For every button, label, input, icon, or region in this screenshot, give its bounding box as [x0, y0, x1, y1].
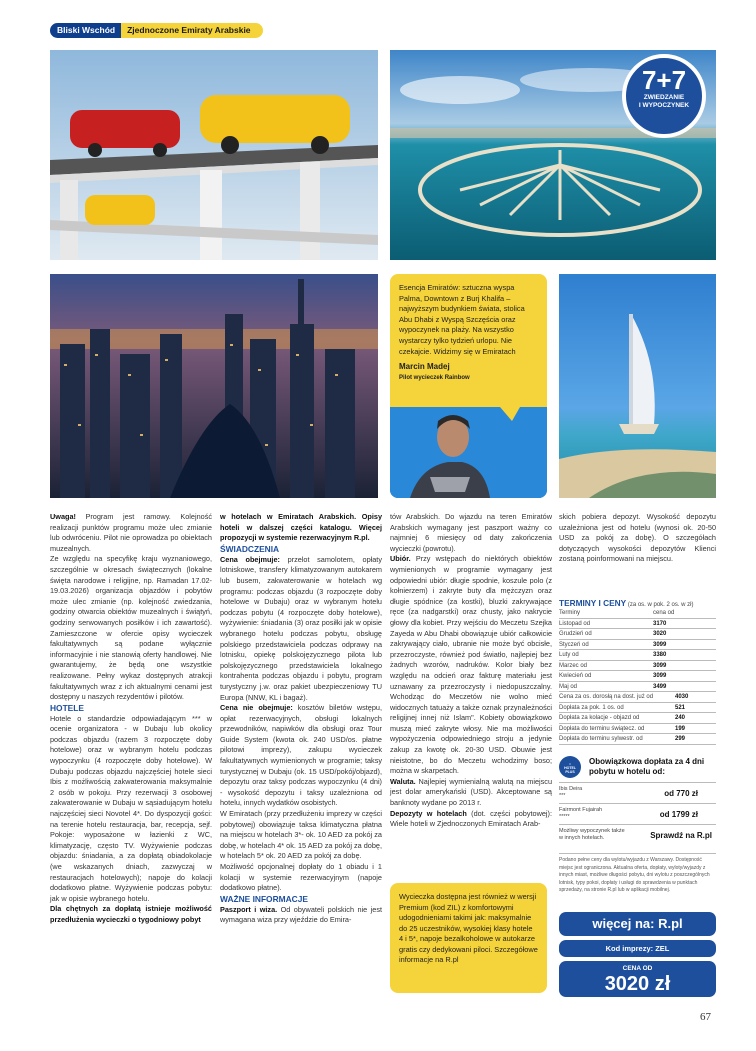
hotel-stars: *****	[559, 814, 570, 820]
price-from-button[interactable]	[559, 961, 716, 997]
breadcrumb-region[interactable]: Bliski Wschód	[50, 23, 121, 38]
depozyty-label: Depozyty w hotelach	[390, 808, 467, 818]
surcharge-label: Cena za os. dorosłą na dost. już od	[559, 694, 654, 700]
surcharge-row	[559, 713, 716, 724]
hotele-heading: HOTELE	[50, 702, 84, 713]
price-value: 3099	[653, 673, 667, 679]
ubior-text: Przy wstępach do niektórych obiektów wymienionych w programie wymagany jest odpowiedni ubiór: długie spodnie, koszule polo (z kołnierzem) i zakryte buty dla mężczyzn oraz długie spódnice (za kostki), bluzki zakrywające ręce (za nadgarstki) oraz chusty, jako nakrycie głowy dla kobiet. Przy wejściu do Meczetu Szejka Zayeda w Abu Dhabi obowiązuje ubiór całkowicie zakrywający ciało, ubranie nie może być obcisłe, przezroczyste, również pod światło, najlepiej bez żadnych wzorów, nadruków. Kolor biały bez względu na odcień oraz fakturę materiału jest uznawany za przezroczysty i niedopuszczalny. Wchodząc do Meczetów nie wolno mieć widocznych tatuaży a także oznak przynależności religijnej innej niż Islam". Kobiety obowiązkowo muszą mieć zakryte włosy. Nie ma możliwości wypożyczenia odpowiedniego stroju a jedynie zakup za kwotę ok. 20-30 USD. Obuwie jest nieistotne, bo do Meczetu wchodzimy boso; można w skarpetach.	[390, 554, 552, 776]
specifics-paragraph: Ze względu na specyfikę kraju wyznaniowego, szczególnie w okresach świątecznych (lokalne święta narodowe i religijne, np. Ramadan 17.02-19.03.2026) organizacja objazdów i pobytów może ulec zmianie (np. kolejność zwiedzania, godziny otwarcia obiektów muzealnych i świątyń, godziny serwowanych posiłków i ich zawartość). Zamieszczone w ofercie opisy wycieczek fakultatywnych są podane wyłącznie informacyjnie i nie stanowią oferty handlowej. Nie gwarantujemy, że będą one wszystkie realizowane. Pełny wykaz dostępnych atrakcji fakultatywnych wraz z ich aktualnymi cenami jest dostępny u naszych rezydentów i pilotów.	[50, 554, 212, 702]
prices-col-term: Terminy	[559, 610, 581, 616]
hotel-other-row	[559, 824, 716, 845]
price-row	[559, 650, 716, 661]
price-value: 3020	[653, 631, 667, 637]
hotele-paragraph: Hotele o standardzie odpowiadającym *** w ocenie organizatora - w Dubaju lub okolicy podczas objazdu (razem 3 rozpoczęte doby hotelowe) oraz w wybranym hotelu podczas wypoczynku (4 rozpoczęte doby hotelowe). W Dubaju podczas objazdu najczęściej hotele sieci Ibis z możliwością zakwaterowania maksymalnie 2 osób w pokoju. Przy rezerwacji 3 osobowej zakwaterowanie w Dubaju w sąsiadującym hotelu najczęściej sieci Novotel 4*. Do dyspozycji gości: na terenie hotelu restauracja, bar, recepcja, sejf. Pokoje: wyposażone w łazienki z WC, klimatyzację, często TV. Wyżywienie podczas objazdu: śniadania, a za dopłatą obiadokolacje (we wskazanych dniach, zazwyczaj w restauracjach hotelowych); napoje do kolacji dodatkowo płatne. Wyżywienie podczas pobytu: jak w opisie wybranego hotelu.	[50, 713, 212, 903]
paszport-continuation: tów Arabskich. Do wjazdu na teren Emiratów Arabskich wymagany jest paszport ważny co najmniej 6 miesięcy od daty zakończenia wycieczki (powrotu).	[390, 512, 552, 553]
price-row	[559, 671, 716, 682]
photo-burj-al-arab	[559, 274, 716, 498]
prices-heading	[559, 598, 716, 608]
page-number: 67	[700, 1011, 711, 1023]
price-term: Maj od	[559, 683, 578, 690]
text-column-2	[220, 512, 382, 926]
surcharge-row	[559, 692, 716, 703]
photo-dubai-marina	[50, 274, 378, 498]
hotel-plus-title: Obowiązkowa dopłata za 4 dni pobytu w hotelu od:	[589, 757, 705, 776]
prices-title: TERMINY I CENY	[559, 598, 627, 608]
surcharge-row	[559, 734, 716, 745]
more-info-button[interactable]: więcej na: R.pl	[559, 912, 716, 936]
price-value: 3380	[653, 652, 667, 658]
quote-text: Esencja Emiratów: sztuczna wyspa Palma, Downtown z Burj Khalifa – najwyższym budynkiem świata, stolica Abu Dhabi z Wyspą Szczęścia oraz wypoczynek na plaży. Na wszystko wystarczy tylko tydzień urlopu. Nie czekajcie. Widzimy się w Emiratach	[399, 283, 525, 356]
surcharge-row	[559, 703, 716, 714]
hotel-name: Fairmont Fujairah	[559, 807, 603, 813]
hotel-row[interactable]	[559, 782, 716, 803]
guide-quote-box	[390, 274, 547, 498]
breadcrumb-country[interactable]: Zjednoczone Emiraty Arabskie	[121, 23, 262, 38]
hotel-plus-logo-icon: ⌂ HOTEL PLUS	[559, 756, 581, 778]
surcharge-value: 521	[675, 704, 686, 711]
photo-roller-coaster	[50, 50, 378, 260]
hotel-other-text: Możliwy wypoczynek także w innych hotelach.	[559, 828, 625, 841]
text-column-3	[390, 512, 552, 830]
wazne-informacje-heading: WAŻNE INFORMACJE	[220, 893, 308, 904]
breadcrumb	[50, 23, 263, 38]
price-term: Styczeń od	[559, 641, 589, 648]
cena-obejmuje-label: Cena obejmuje:	[220, 554, 280, 564]
surcharge-row	[559, 724, 716, 735]
prices-table	[559, 598, 716, 745]
price-from-value: 3020 zł	[604, 973, 671, 995]
surcharge-label: Dopłata do terminu sylwestr. od	[559, 736, 643, 742]
price-from-label: CENA OD	[622, 965, 653, 972]
paszport-label: Paszport i wiza.	[220, 904, 278, 914]
waluta-text: Najlepiej wymienialną walutą na miejscu jest dolar amerykański (USD). Akceptowane są banknoty wydane po 2013 r.	[390, 776, 552, 808]
obiad-paragraph: Możliwość opcjonalnej dopłaty do 1 obiadu i 1 kolacji w systemie rezerwacyjnym (napoje dodatkowo płatne).	[220, 862, 382, 893]
price-row	[559, 682, 716, 693]
prices-col-price: cena od	[653, 610, 675, 616]
price-row	[559, 619, 716, 630]
surcharge-label: Dopłata za pok. 1 os. od	[559, 704, 624, 711]
taksa-paragraph: W Emiratach (przy przedłużeniu imprezy w części pobytowej) obowiązuje taksa klimatyczna płatna na miejscu w hotelach 3*- ok. 10 AED za pokój za dobę, w hotelach 4* ok. 15 AED za pokój za dobę, w hotelach 5* ok. 20 AED za pokój za dobę.	[220, 809, 382, 861]
price-term: Grudzień od	[559, 631, 592, 637]
price-term: Listopad od	[559, 620, 591, 627]
quote-author-role: Pilot wycieczek Rainbow	[399, 374, 470, 381]
price-term: Kwiecień od	[559, 673, 592, 679]
badge-title: 7+7	[641, 65, 687, 95]
guide-photo	[390, 407, 547, 498]
text-column-4	[559, 512, 716, 565]
paszport-text: Od obywateli polskich nie jest wymagana wiza przy wjeździe do Emira-	[220, 904, 382, 925]
extension-bold-text: Dla chętnych za dopłatą istnieje możliwość przedłużenia wycieczki o tygodniowy pobyt	[50, 904, 212, 924]
surcharge-value: 4030	[675, 694, 689, 700]
hotel-stars: ***	[559, 793, 566, 799]
pricing-footnote: Podano pełne ceny dla wylotu/wyjazdu z Warszawy. Dostępność miejsc jest ograniczona. Aktualna oferta, dopłaty, wyloty/wyjazdy z innych miast, możliwe długości pobytu, dni wylotu z poszczególnych lotnisk, typy pokoi, dopłaty i usługi do sprawdzenia w punktach sprzedaży, na stronie R.pl lub w aplikacji mobilnej.	[559, 853, 716, 895]
swiadczenia-heading: ŚWIADCZENIA	[220, 543, 280, 554]
price-row	[559, 640, 716, 651]
price-row	[559, 661, 716, 672]
price-term: Luty od	[559, 652, 579, 658]
extension-bold-continuation: w hotelach w Emiratach Arabskich. Opisy hoteli w dalszej części katalogu. Więcej propozycji w systemie rezerwacyjnym R.pl.	[220, 512, 382, 543]
price-value: 3499	[653, 683, 667, 690]
price-value: 3099	[653, 662, 667, 669]
text-column-1	[50, 512, 212, 926]
uwaga-label: Uwaga!	[50, 512, 76, 521]
tour-type-badge	[622, 54, 706, 138]
hotel-row[interactable]	[559, 803, 716, 824]
cena-nie-obejmuje-text: kosztów biletów wstępu, opłat rezerwacyjnych, obsługi lokalnych przewodników, napiwków dla obsługi oraz Tour Guide System (kwota ok. 240 USD/os. płatne pilotowi imprezy), zakupu wycieczek fakultatywnych wymienionych w programie; taksy turystycznej w Dubaju (ok. 15 USD/pokój/objazd), depozytu oraz taksy podczas wypoczynku (4 dni) - wysokość depozytu i taksy uzależniona od hotelu, innych wydatków osobistych.	[220, 703, 382, 808]
prices-header-row	[559, 608, 716, 619]
hotel-price: od 1799 zł	[659, 809, 698, 819]
badge-line2: I WYPOCZYNEK	[638, 102, 690, 109]
price-term: Marzec od	[559, 662, 588, 669]
price-value: 3170	[653, 620, 667, 627]
premium-version-box: Wycieczka dostępna jest również w wersji Premium (kod ZIL) z komfortowymi udogodnieniami takimi jak: maksymalnie do 25 uczestników, wysokiej klasy hotele 4 i 5*, napoje bezalkoholowe w autokarze gratis czy dedykowani piloci. Szczegółowe informacje na R.pl	[390, 883, 547, 993]
surcharge-label: Dopłata do terminu świątecz. od	[559, 725, 645, 732]
surcharge-value: 240	[675, 715, 686, 721]
surcharge-label: Dopłata za kolacje - objazd od	[559, 715, 640, 721]
price-value: 3099	[653, 641, 667, 648]
depozyty-continuation: skich pobiera depozyt. Wysokość depozytu uzależniona jest od hotelu (wynosi ok. 20-50 USD za pokój za dobę). O szczegółach dotyczących wysokości depozytów Klienci zostaną poinformowani na miejscu.	[559, 512, 716, 564]
prices-subtitle: (za os. w pok. 2 os. w zł)	[626, 602, 694, 608]
quote-author-name: Marcin Madej	[399, 362, 450, 372]
ubior-label: Ubiór.	[390, 554, 411, 564]
hotel-plus-box	[559, 752, 716, 845]
tour-code-button[interactable]: Kod imprezy: ZEL	[559, 940, 716, 957]
hotel-price: od 770 zł	[664, 788, 698, 798]
waluta-label: Waluta.	[390, 776, 416, 786]
hotel-other-link[interactable]: Sprawdź na R.pl	[650, 830, 712, 840]
cena-nie-obejmuje-label: Cena nie obejmuje:	[220, 703, 293, 713]
surcharge-value: 299	[675, 736, 686, 742]
price-row	[559, 629, 716, 640]
cena-obejmuje-text: przelot samolotem, opłaty lotniskowe, transfery klimatyzowanym autokarem lub busem, zakwaterowanie w hotelach wg programu: podczas objazdu (3 rozpoczęte doby hotelowe w Dubaju) oraz w wybranym hotelu podczas pobytu (4 rozpoczęte doby hotelowe), wyżywienie: śniadania (3) oraz posiłki jak w opisie wybranego hotelu podczas pobytu, obsługę polskiego przedstawiciela podczas odprawy na lotnisku, opiekę polskojęzycznego pilota lub polskojęzycznego przedstawiciela lokalnego kontrahenta podczas objazdu i pobytu, program turystyczny j.w. oraz pakiet ubezpieczeniowy TU Europa (NNW, KL i bagaż).	[220, 554, 382, 702]
hotel-name: Ibis Deira	[559, 786, 583, 792]
surcharge-value: 199	[675, 725, 686, 732]
uwaga-text: Program jest ramowy. Kolejność realizacji punktów programu może ulec zmianie lub odwróceniu. Pilot nie oprowadza po obiektach muzealnych.	[50, 512, 212, 553]
badge-line1: ZWIEDZANIE	[643, 94, 685, 101]
depozyty-text: (dot. części pobytowej): Wiele hoteli w Zjednoczonych Emiratach Arab-	[390, 808, 552, 829]
